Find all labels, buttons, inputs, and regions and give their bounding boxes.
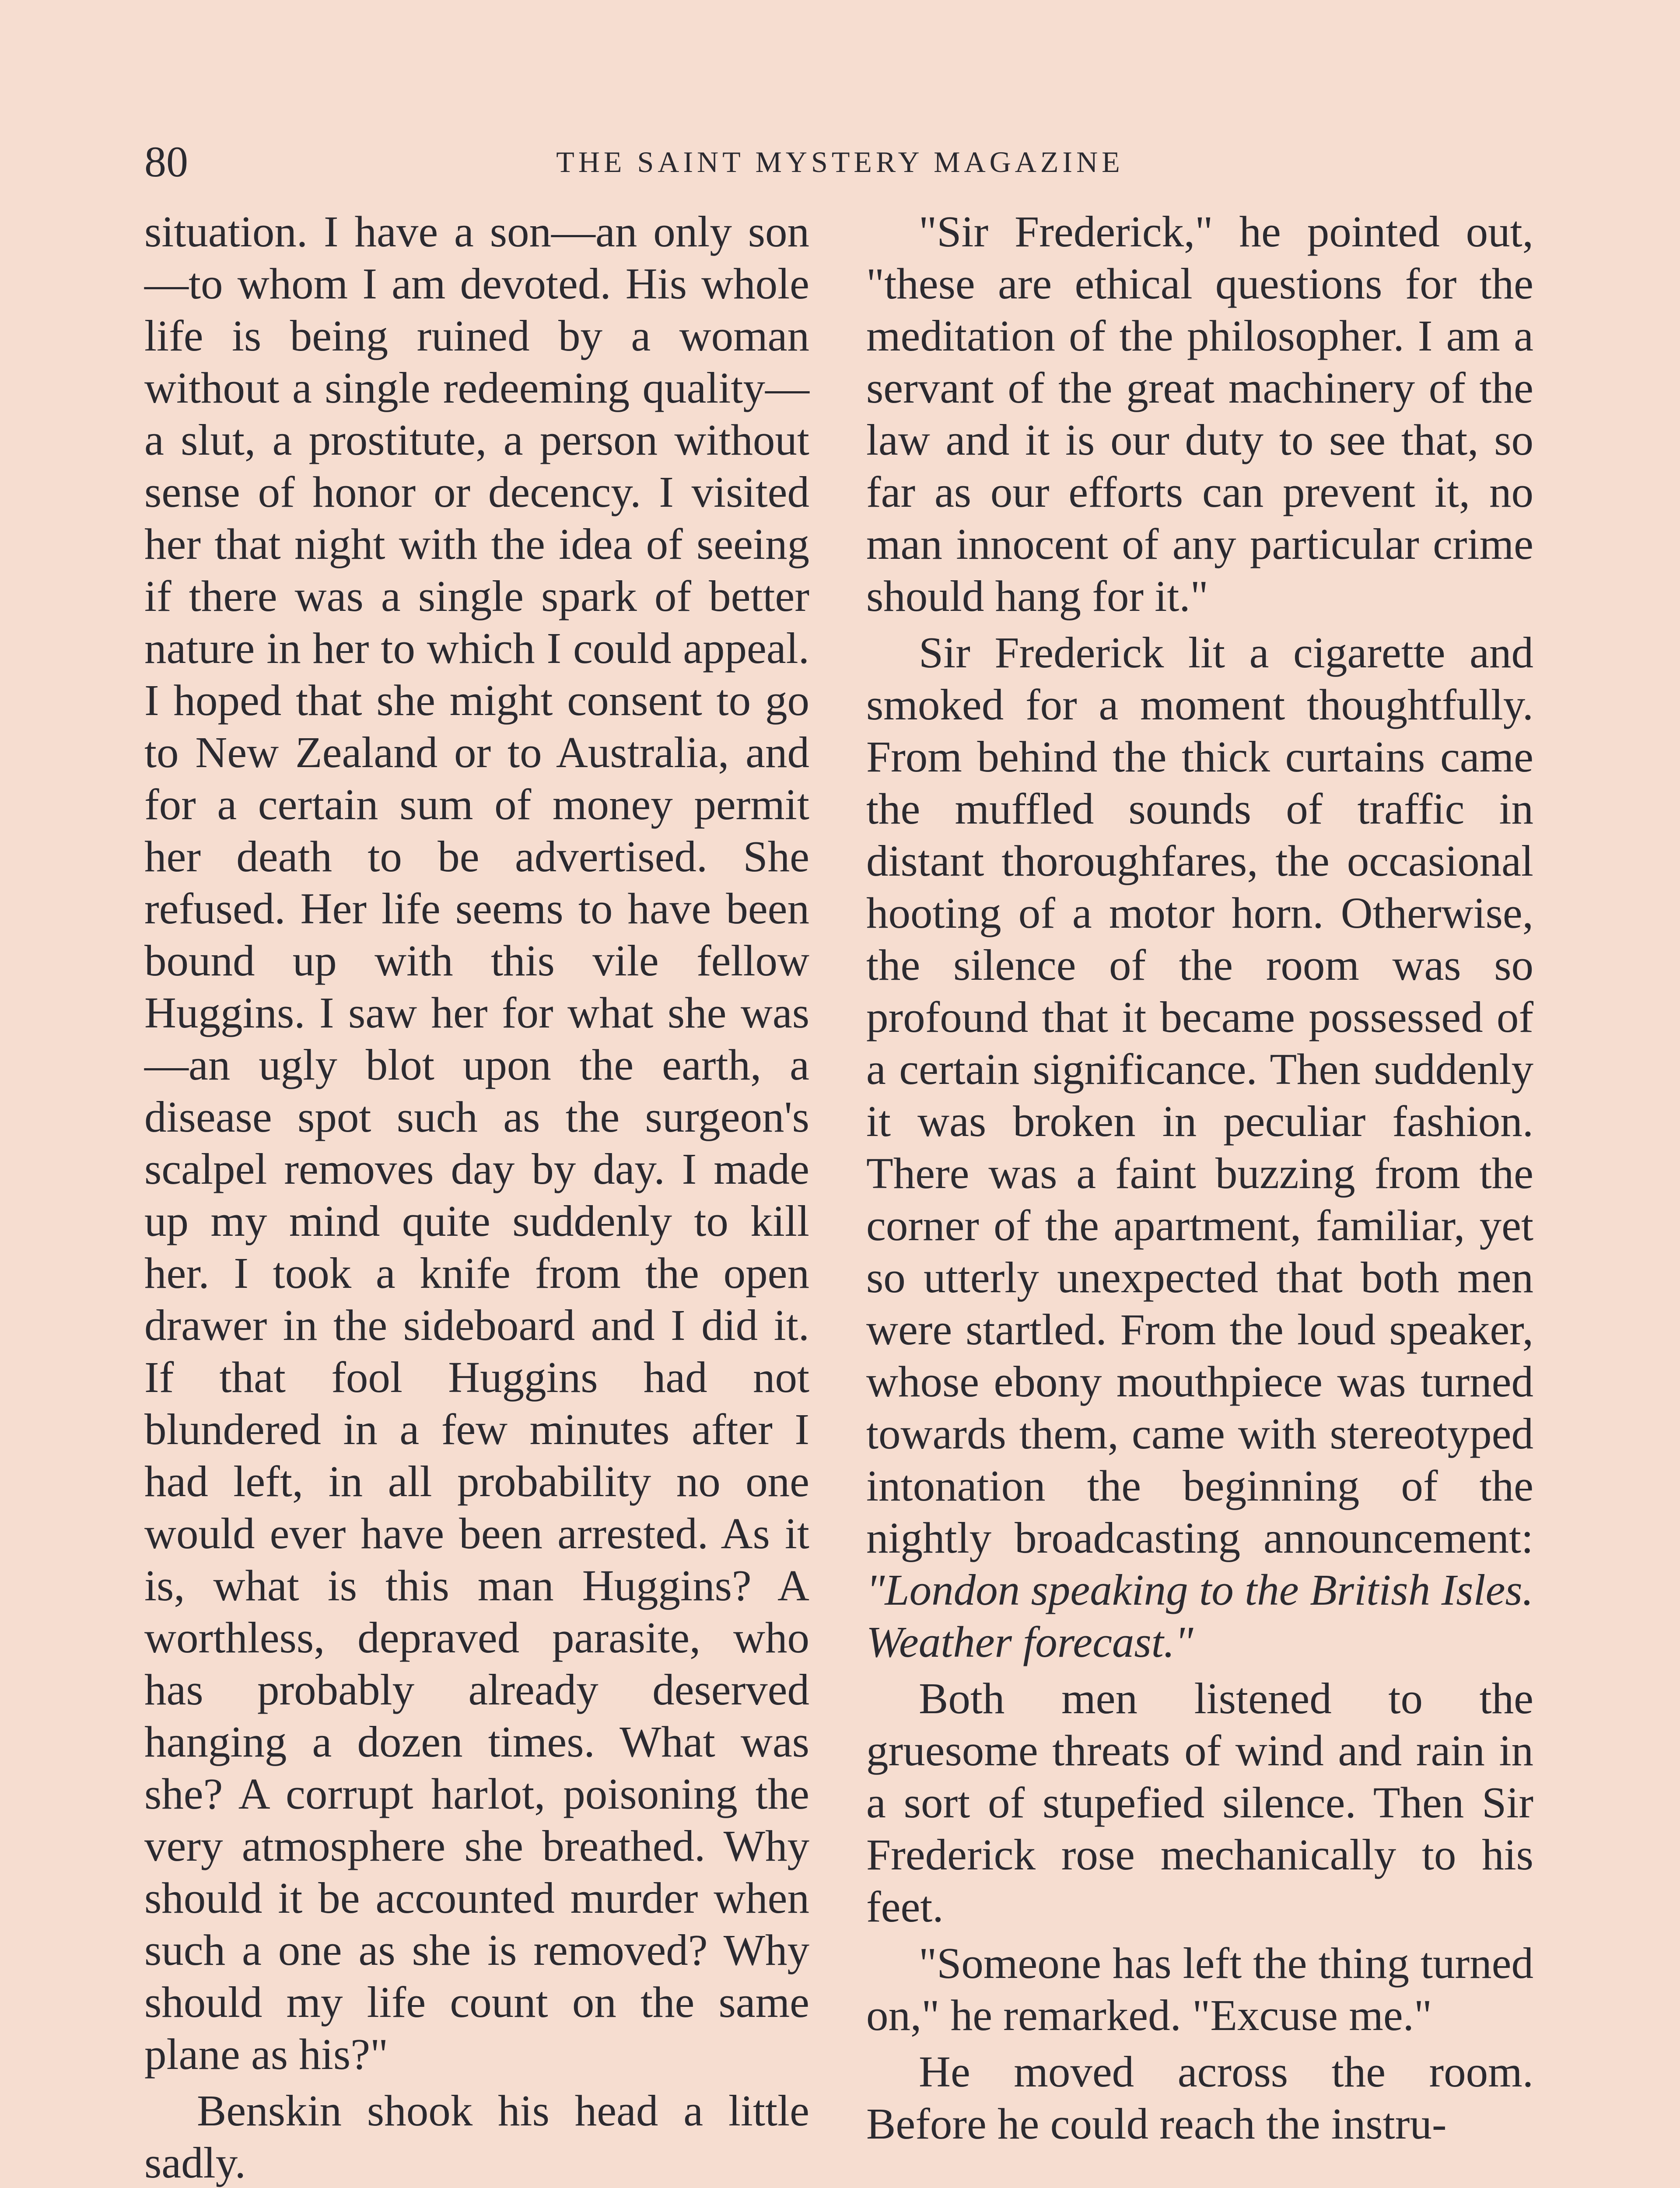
left-column: [144, 206, 809, 2188]
left-paragraph-2: Benskin shook his head a little sadly.: [144, 2086, 809, 2187]
right-paragraph-4: "Someone has left the thing turned on," he remarked. "Excuse me.": [866, 1939, 1533, 2040]
right-paragraph-5: He moved across the room. Before he could reach the instru-: [866, 2047, 1533, 2148]
right-column: [866, 206, 1533, 2150]
running-head: [144, 136, 1536, 188]
magazine-title: THE SAINT MYSTERY MAGAZINE: [556, 145, 1124, 179]
right-paragraph-2-text: Sir Frederick lit a cigarette and smoked for a moment thoughtfully. From behind the thick curtains came the muffled sounds of traffic in distant thoroughfares, the occasional hooting of a motor horn. Otherwise, the silence of the room was so profound that it became possessed of a certain significance. Then suddenly it was broken in peculiar fashion. There was a faint buzzing from the corner of the apartment, familiar, yet so utterly unexpected that both men were startled. From the loud speaker, whose ebony mouthpiece was turned towards them, came with stereotyped intonation the beginning of the nightly broadcasting announcement:: [866, 628, 1533, 1562]
right-paragraph-1: "Sir Frederick," he pointed out, "these are ethical questions for the meditation of the philosopher. I am a servant of the great machinery of the law and it is our duty to see that, so far as our efforts can prevent it, no man innocent of any particular crime should hang for it.": [866, 207, 1533, 621]
page-number: 80: [144, 137, 188, 186]
left-paragraph-1: situation. I have a son—an only son—to whom I am devoted. His whole life is being ruined by a woman without a single redeeming quality—a slut, a prostitute, a person without sense of honor or decency. I visited her that night with the idea of seeing if there was a single spark of better nature in her to which I could appeal. I hoped that she might consent to go to New Zealand or to Australia, and for a certain sum of money permit her death to be advertised. She refused. Her life seems to have been bound up with this vile fellow Huggins. I saw her for what she was—an ugly blot upon the earth, a disease spot such as the surgeon's scalpel removes day by day. I made up my mind quite suddenly to kill her. I took a knife from the open drawer in the sideboard and I did it. If that fool Huggins had not blundered in a few minutes after I had left, in all probability no one would ever have been arrested. As it is, what is this man Huggins? A worthless, depraved parasite, who has probably already deserved hanging a dozen times. What was she? A corrupt harlot, poisoning the very atmosphere she breathed. Why should it be accounted murder when such a one as she is removed? Why should my life count on the same plane as his?": [144, 207, 809, 2079]
right-paragraph-2: [866, 627, 1533, 1668]
broadcast-quote: "London speaking to the British Isles. Weather forecast.": [866, 1565, 1533, 1666]
right-paragraph-3: Both men listened to the gruesome threats of wind and rain in a sort of stupefied silence. Then Sir Frederick rose mechanically to his feet.: [866, 1674, 1533, 1931]
